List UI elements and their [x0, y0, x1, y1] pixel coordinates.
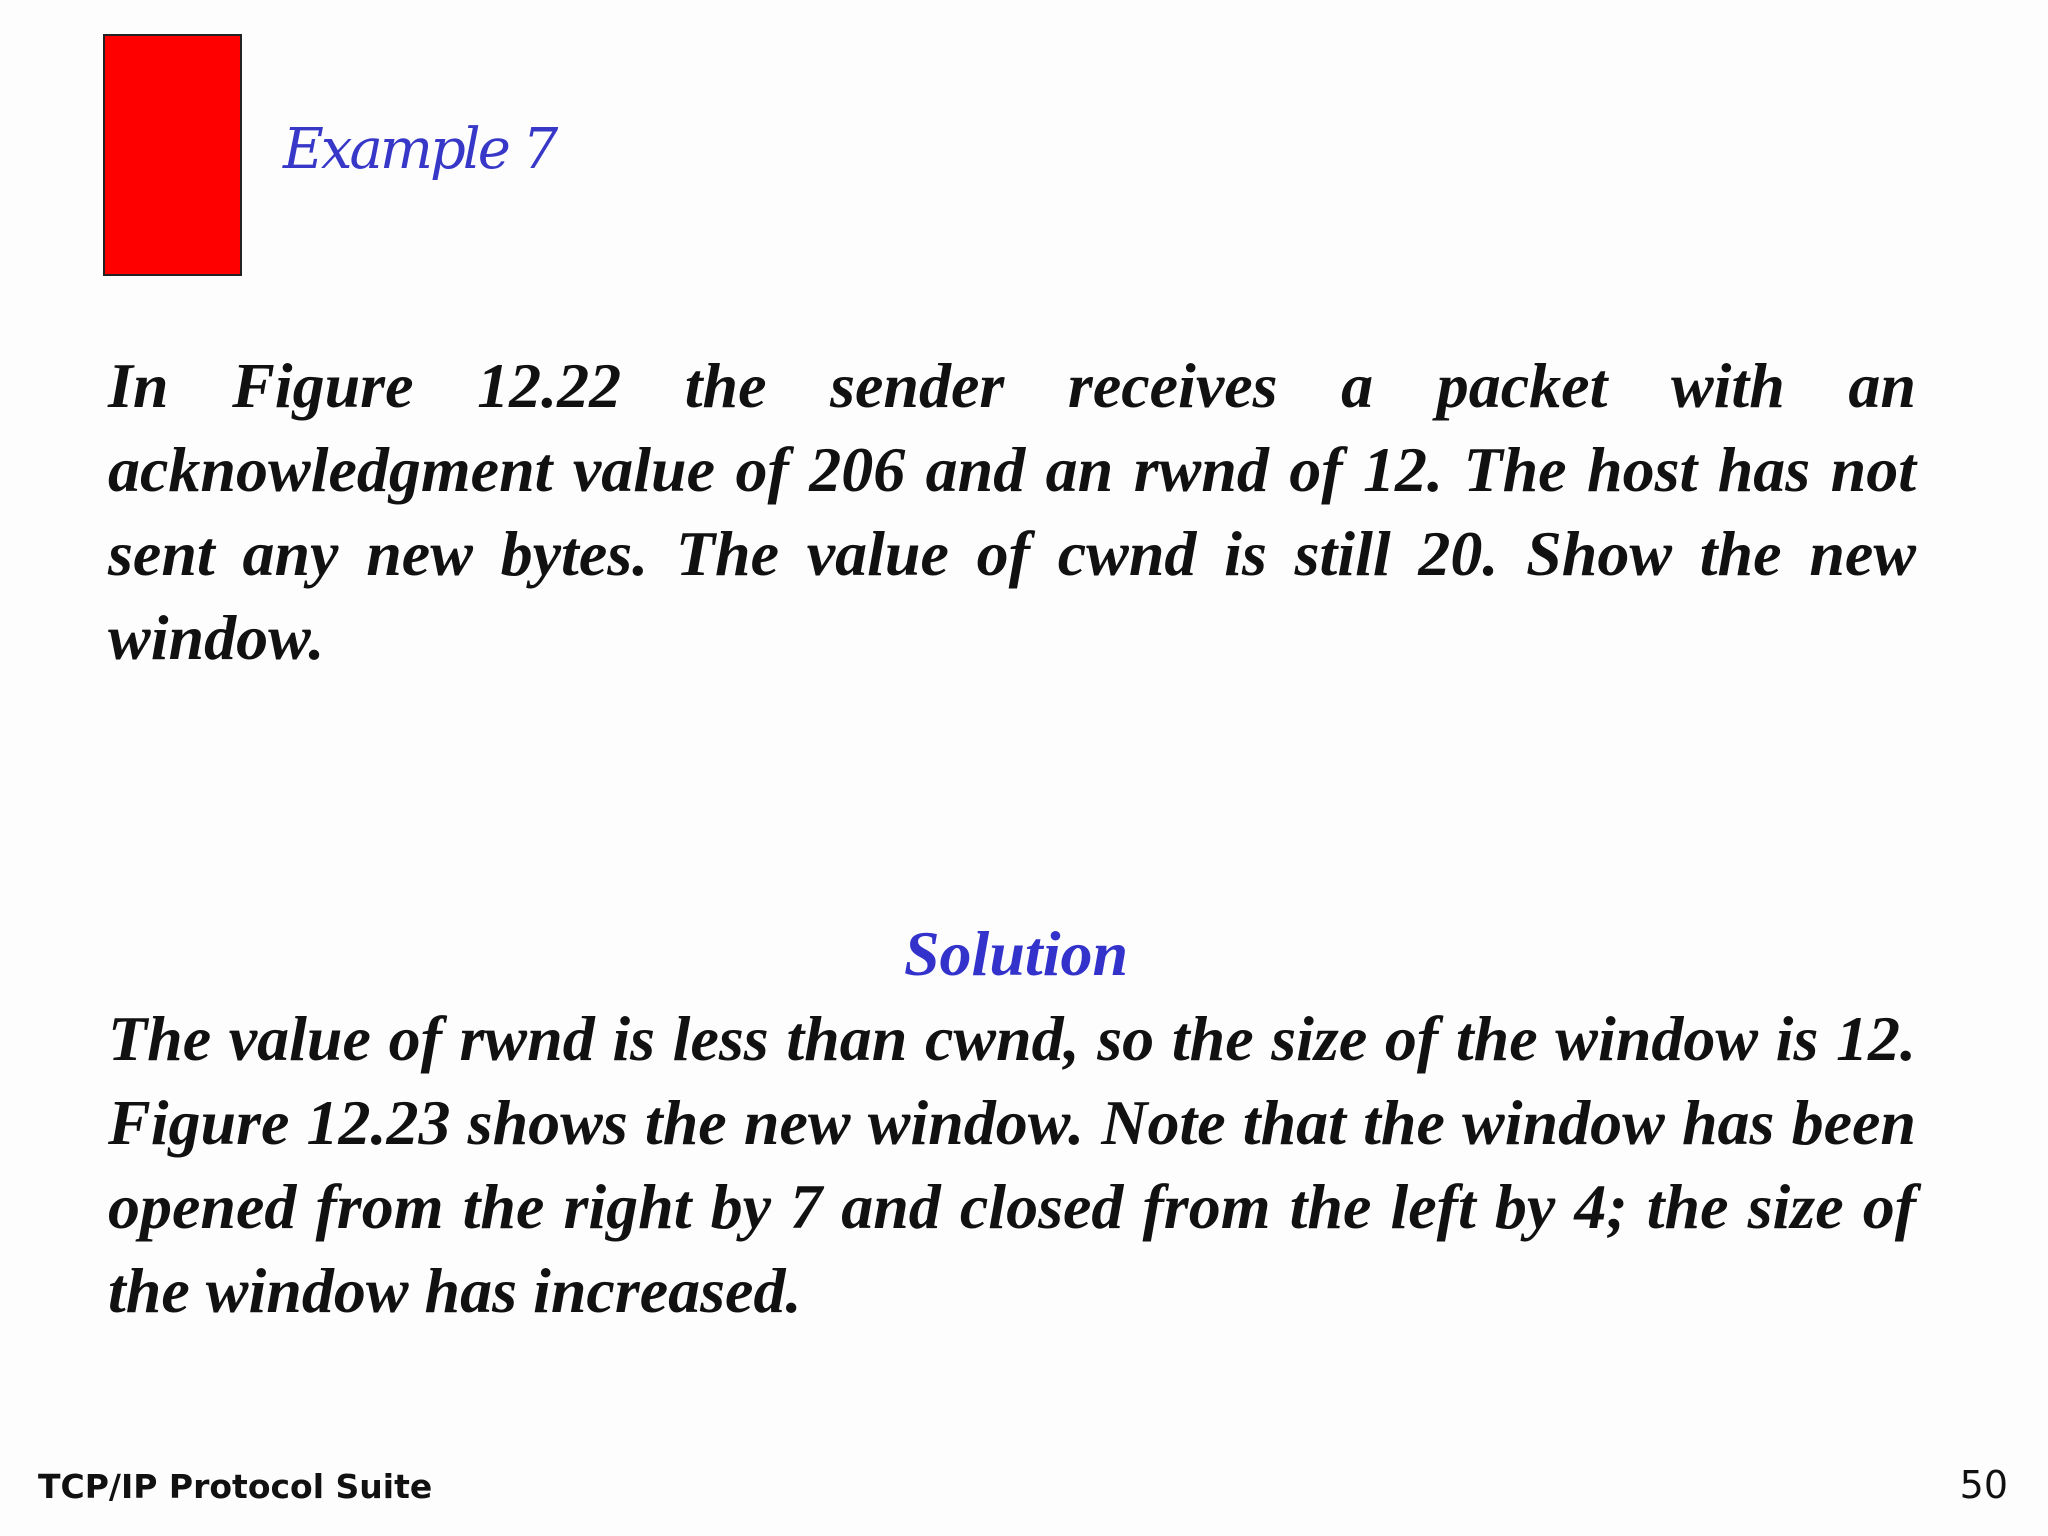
problem-text: In Figure 12.22 the sender receives a packet with an acknowledgment value of 206 and an rwnd of 12. The host has not sent any new bytes. The value of cwnd is still 20. Show the new window. [108, 350, 1916, 673]
solution-text: The value of rwnd is less than cwnd, so the size of the window is 12. Figure 12.23 shows the new window. Note that the window has been opened from the right by 7 and closed from the left by 4; the size of the window has increased. [108, 1003, 1916, 1326]
footer-title: TCP/IP Protocol Suite [38, 1467, 433, 1506]
red-accent-block [103, 34, 242, 276]
example-title: Example 7 [283, 117, 556, 182]
solution-heading: Solution [903, 918, 1129, 989]
page-number: 50 [1959, 1463, 2008, 1507]
